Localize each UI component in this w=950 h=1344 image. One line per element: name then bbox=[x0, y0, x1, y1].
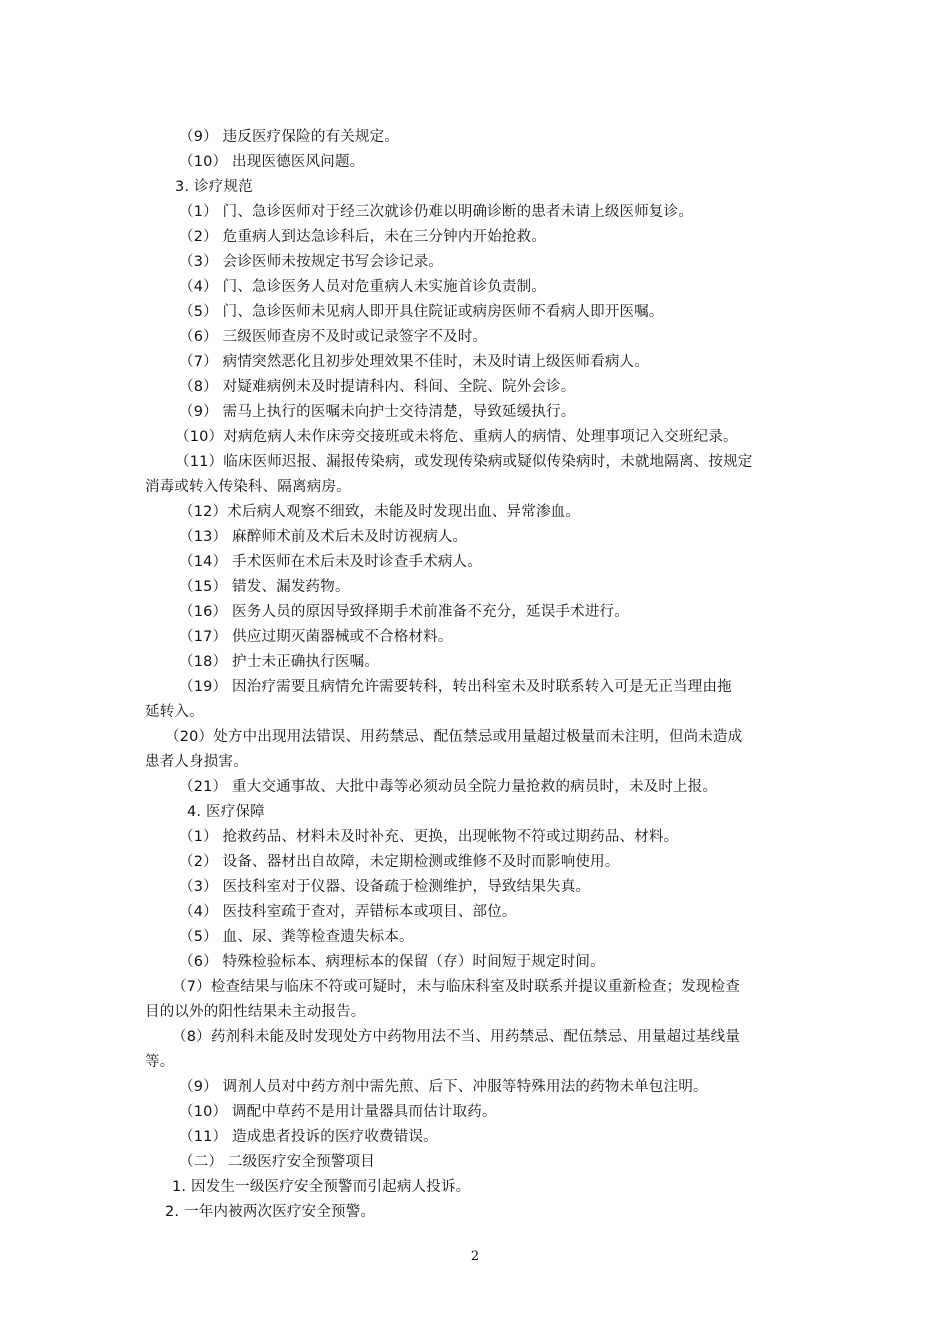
page-number: 2 bbox=[470, 1249, 480, 1264]
text-line: （3） 会诊医师未按规定书写会诊记录。 bbox=[179, 254, 444, 270]
text-line: （12）术后病人观察不细致，未能及时发现出血、异常渗血。 bbox=[179, 504, 581, 520]
text-line: （11） 造成患者投诉的医疗收费错误。 bbox=[179, 1129, 438, 1145]
text-line: （7）检查结果与临床不符或可疑时，未与临床科室及时联系并提议重新检查；发现检查 bbox=[172, 979, 741, 995]
text-line: （2） 危重病人到达急诊科后，未在三分钟内开始抢救。 bbox=[179, 229, 547, 245]
section-heading: （二） 二级医疗安全预警项目 bbox=[179, 1154, 375, 1170]
text-line: （3） 医技科室对于仪器、设备疏于检测维护，导致结果失真。 bbox=[179, 879, 591, 895]
text-line: （8）药剂科未能及时发现处方中药物用法不当、用药禁忌、配伍禁忌、用量超过基线量 bbox=[172, 1029, 741, 1045]
text-line: 延转入。 bbox=[145, 704, 204, 720]
text-line: （6） 三级医师查房不及时或记录签字不及时。 bbox=[179, 329, 488, 345]
text-line: 等。 bbox=[145, 1054, 175, 1070]
text-line: （21） 重大交通事故、大批中毒等必须动员全院力量抢救的病员时，未及时上报。 bbox=[179, 779, 718, 795]
text-line: （10） 调配中草药不是用计量器具而估计取药。 bbox=[179, 1104, 497, 1120]
text-line: （4） 门、急诊医务人员对危重病人未实施首诊负责制。 bbox=[179, 279, 547, 295]
text-line: （8） 对疑难病例未及时提请科内、科间、全院、院外会诊。 bbox=[179, 379, 576, 395]
text-line: 患者人身损害。 bbox=[145, 754, 248, 770]
text-line: （4） 医技科室疏于查对，弄错标本或项目、部位。 bbox=[179, 904, 517, 920]
text-line: （14） 手术医师在术后未及时诊查手术病人。 bbox=[179, 554, 482, 570]
text-line: （20）处方中出现用法错误、用药禁忌、配伍禁忌或用量超过极量而未注明，但尚未造成 bbox=[165, 729, 743, 745]
text-line: （5） 血、尿、粪等检查遗失标本。 bbox=[179, 929, 414, 945]
text-line: （6） 特殊检验标本、病理标本的保留（存）时间短于规定时间。 bbox=[179, 954, 605, 970]
text-line: 消毒或转入传染科、隔离病房。 bbox=[145, 479, 351, 495]
text-line: （10）对病危病人未作床旁交接班或未将危、重病人的病情、处理事项记入交班纪录。 bbox=[175, 429, 738, 445]
section-heading: 4. 医疗保障 bbox=[187, 804, 265, 820]
text-line: （1） 抢救药品、材料未及时补充、更换，出现帐物不符或过期药品、材料。 bbox=[179, 829, 679, 845]
text-line: （2） 设备、器材出自故障，未定期检测或维修不及时而影响使用。 bbox=[179, 854, 620, 870]
text-line: 目的以外的阳性结果未主动报告。 bbox=[145, 1004, 366, 1020]
text-line: （15） 错发、漏发药物。 bbox=[179, 579, 350, 595]
text-line: 2. 一年内被两次医疗安全预警。 bbox=[165, 1204, 376, 1220]
section-heading: 3. 诊疗规范 bbox=[175, 179, 253, 195]
text-line: （5） 门、急诊医师未见病人即开具住院证或病房医师不看病人即开医嘱。 bbox=[179, 304, 664, 320]
text-line: （10） 出现医德医风问题。 bbox=[179, 154, 365, 170]
text-line: （13） 麻醉师术前及术后未及时访视病人。 bbox=[179, 529, 468, 545]
text-line: （11）临床医师迟报、漏报传染病，或发现传染病或疑似传染病时，未就地隔离、按规定 bbox=[175, 454, 753, 470]
text-line: （9） 需马上执行的医嘱未向护士交待清楚，导致延缓执行。 bbox=[179, 404, 576, 420]
text-line: （18） 护士未正确执行医嘱。 bbox=[179, 654, 380, 670]
text-line: 1. 因发生一级医疗安全预警而引起病人投诉。 bbox=[172, 1179, 471, 1195]
text-line: （19） 因治疗需要且病情允许需要转科，转出科室未及时联系转入可是无正当理由拖 bbox=[179, 679, 732, 695]
text-line: （9） 违反医疗保险的有关规定。 bbox=[179, 129, 400, 145]
text-line: （7） 病情突然恶化且初步处理效果不佳时，未及时请上级医师看病人。 bbox=[179, 354, 649, 370]
text-line: （1） 门、急诊医师对于经三次就诊仍难以明确诊断的患者未请上级医师复诊。 bbox=[179, 204, 694, 220]
text-line: （16） 医务人员的原因导致择期手术前准备不充分，延误手术进行。 bbox=[179, 604, 629, 620]
text-line: （17） 供应过期灭菌器械或不合格材料。 bbox=[179, 629, 453, 645]
text-line: （9） 调剂人员对中药方剂中需先煎、后下、冲服等特殊用法的药物未单包注明。 bbox=[179, 1079, 708, 1095]
